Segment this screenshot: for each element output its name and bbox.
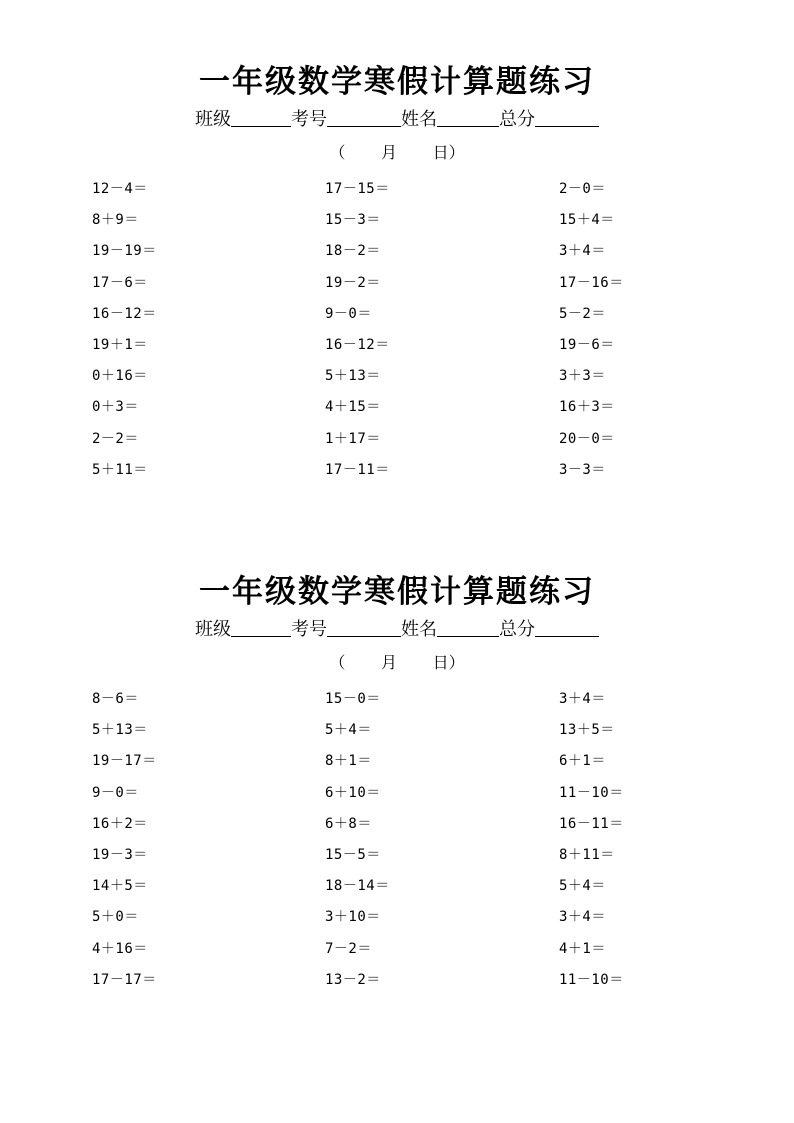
problem: 8＋1＝ [325, 753, 372, 770]
problem: 9－0＝ [325, 305, 372, 322]
problem: 3－3＝ [559, 461, 606, 478]
problem: 16＋2＝ [92, 815, 148, 832]
name-label: 姓名 [401, 619, 437, 640]
score-field[interactable] [535, 616, 599, 637]
problem: 5＋4＝ [559, 878, 606, 895]
date-line: （ 月 日） [329, 653, 465, 672]
score-label: 总分 [499, 619, 535, 640]
problem: 13＋5＝ [559, 722, 615, 739]
date-line: （ 月 日） [329, 143, 465, 162]
problem: 8＋9＝ [92, 212, 139, 229]
problem-grid [0, 174, 794, 494]
worksheet-title: 一年级数学寒假计算题练习 [199, 574, 595, 610]
problem: 3＋4＝ [559, 243, 606, 260]
problem: 3＋4＝ [559, 909, 606, 926]
problem-column-2 [325, 174, 390, 486]
score-label: 总分 [499, 109, 535, 130]
problem: 3＋4＝ [559, 691, 606, 707]
problem: 5＋4＝ [325, 722, 372, 739]
problem: 11－10＝ [559, 971, 624, 988]
problem: 14＋5＝ [92, 878, 148, 895]
number-field[interactable] [327, 106, 401, 127]
problem: 20－0＝ [559, 430, 615, 447]
problem: 19－6＝ [559, 336, 615, 353]
problem: 6＋8＝ [325, 815, 372, 832]
worksheet-2 [0, 572, 794, 1004]
problem: 5＋13＝ [92, 722, 148, 739]
problem: 3＋3＝ [559, 368, 606, 385]
problem: 13－2＝ [325, 971, 381, 988]
problem: 4＋1＝ [559, 940, 606, 957]
problem: 3＋10＝ [325, 909, 381, 926]
problem: 5－2＝ [559, 305, 606, 322]
name-field[interactable] [437, 616, 499, 637]
problem: 2－2＝ [92, 430, 139, 447]
problem: 19－2＝ [325, 274, 381, 291]
problem: 16－11＝ [559, 815, 624, 832]
problem: 16－12＝ [92, 305, 157, 322]
problem-column-3 [559, 684, 624, 996]
problem-column-2 [325, 684, 390, 996]
problem: 6＋1＝ [559, 753, 606, 770]
problem: 19－19＝ [92, 243, 157, 260]
problem-column-1 [92, 174, 157, 486]
class-field[interactable] [231, 106, 291, 127]
problem-grid [0, 684, 794, 1004]
problem: 1＋17＝ [325, 430, 381, 447]
problem: 15＋4＝ [559, 212, 615, 229]
class-label: 班级 [195, 619, 231, 640]
problem: 17－17＝ [92, 971, 157, 988]
problem-column-1 [92, 684, 157, 996]
class-field[interactable] [231, 616, 291, 637]
problem: 5＋13＝ [325, 368, 381, 385]
problem-column-3 [559, 174, 624, 486]
student-info-line [0, 615, 794, 645]
problem: 11－10＝ [559, 784, 624, 801]
number-field[interactable] [327, 616, 401, 637]
problem: 17－16＝ [559, 274, 624, 291]
problem: 5＋11＝ [92, 461, 148, 478]
problem: 8－6＝ [92, 691, 139, 707]
problem: 17－6＝ [92, 274, 148, 291]
problem: 5＋0＝ [92, 909, 139, 926]
problem: 18－14＝ [325, 878, 390, 895]
problem: 19－3＝ [92, 846, 148, 863]
problem: 15－3＝ [325, 212, 381, 229]
problem: 19－17＝ [92, 753, 157, 770]
score-field[interactable] [535, 106, 599, 127]
problem: 9－0＝ [92, 784, 139, 801]
problem: 0＋16＝ [92, 368, 148, 385]
problem: 6＋10＝ [325, 784, 381, 801]
problem: 19＋1＝ [92, 336, 148, 353]
student-info-line [0, 105, 794, 135]
problem: 17－11＝ [325, 461, 390, 478]
problem: 0＋3＝ [92, 399, 139, 416]
number-label: 考号 [291, 619, 327, 640]
problem: 16＋3＝ [559, 399, 615, 416]
problem: 4＋15＝ [325, 399, 381, 416]
problem: 8＋11＝ [559, 846, 615, 863]
worksheet-title: 一年级数学寒假计算题练习 [199, 64, 595, 100]
name-label: 姓名 [401, 109, 437, 130]
problem: 18－2＝ [325, 243, 381, 260]
problem: 15－5＝ [325, 846, 381, 863]
problem: 17－15＝ [325, 181, 390, 197]
problem: 12－4＝ [92, 181, 148, 197]
problem: 16－12＝ [325, 336, 390, 353]
problem: 7－2＝ [325, 940, 372, 957]
problem: 4＋16＝ [92, 940, 148, 957]
number-label: 考号 [291, 109, 327, 130]
class-label: 班级 [195, 109, 231, 130]
problem: 2－0＝ [559, 181, 606, 197]
problem: 15－0＝ [325, 691, 381, 707]
worksheet-1 [0, 62, 794, 494]
name-field[interactable] [437, 106, 499, 127]
